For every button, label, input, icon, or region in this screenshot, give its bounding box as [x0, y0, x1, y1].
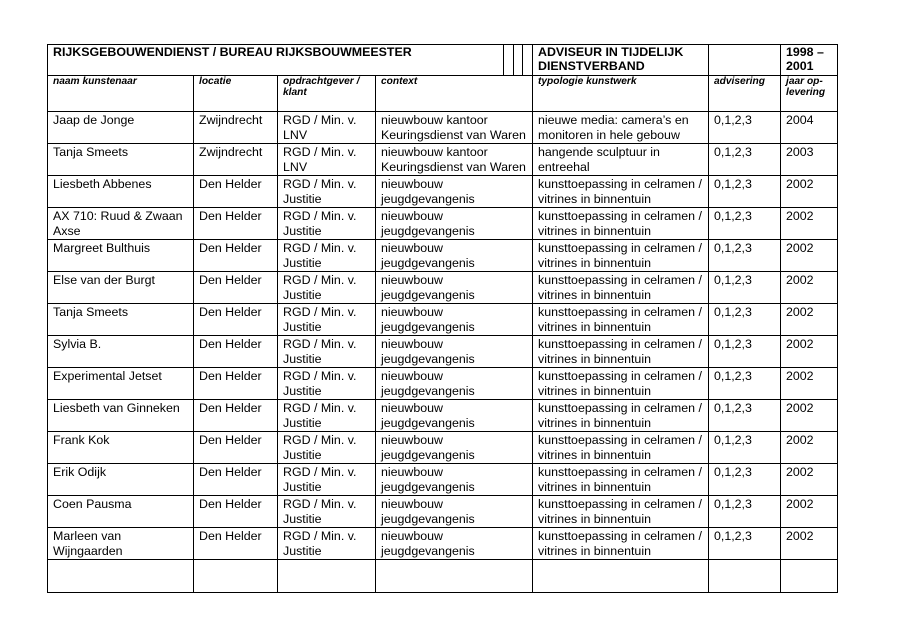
- context-cell: nieuwbouw jeugdgevangenis: [376, 528, 533, 560]
- delivery-year-cell: 2002: [781, 336, 838, 368]
- column-header: jaar op-levering: [781, 76, 838, 112]
- artwork-type-cell: kunsttoepassing in celramen / vitrines in binnentuin: [533, 528, 709, 560]
- location-cell: Den Helder: [194, 400, 278, 432]
- column-header: naam kunstenaar: [48, 76, 194, 112]
- artwork-type-cell: kunsttoepassing in celramen / vitrines in binnentuin: [533, 176, 709, 208]
- client-cell: RGD / Min. v. Justitie: [278, 496, 376, 528]
- delivery-year-cell: 2002: [781, 464, 838, 496]
- delivery-year-cell: 2004: [781, 112, 838, 144]
- advice-cell: 0,1,2,3: [709, 496, 781, 528]
- artist-name-cell: Margreet Bulthuis: [48, 240, 194, 272]
- artwork-type-cell: kunsttoepassing in celramen / vitrines in binnentuin: [533, 368, 709, 400]
- spacer-cell: [514, 45, 523, 76]
- table-row: [48, 144, 838, 176]
- location-cell: Den Helder: [194, 208, 278, 240]
- table-row: [48, 112, 838, 144]
- table-row: [48, 240, 838, 272]
- context-cell: nieuwbouw jeugdgevangenis: [376, 304, 533, 336]
- advice-cell: 0,1,2,3: [709, 368, 781, 400]
- client-cell: RGD / Min. v. Justitie: [278, 464, 376, 496]
- delivery-year-cell: 2002: [781, 400, 838, 432]
- table-row: [48, 176, 838, 208]
- table-row: [48, 336, 838, 368]
- context-cell: nieuwbouw jeugdgevangenis: [376, 336, 533, 368]
- empty-cell: [194, 560, 278, 593]
- artist-name-cell: Jaap de Jonge: [48, 112, 194, 144]
- column-header: context: [376, 76, 533, 112]
- artist-name-cell: Marleen van Wijngaarden: [48, 528, 194, 560]
- office-title: RIJKSGEBOUWENDIENST / BUREAU RIJKSBOUWMEESTER: [48, 45, 504, 76]
- advice-cell: 0,1,2,3: [709, 400, 781, 432]
- table-row: [48, 528, 838, 560]
- table-header-row: [48, 45, 838, 76]
- spacer-cell: [504, 45, 514, 76]
- context-cell: nieuwbouw jeugdgevangenis: [376, 432, 533, 464]
- artwork-type-cell: kunsttoepassing in celramen / vitrines in binnentuin: [533, 464, 709, 496]
- table-row: [48, 400, 838, 432]
- artworks-table: [47, 44, 838, 593]
- context-cell: nieuwbouw jeugdgevangenis: [376, 496, 533, 528]
- advice-cell: 0,1,2,3: [709, 240, 781, 272]
- client-cell: RGD / Min. v. Justitie: [278, 208, 376, 240]
- client-cell: RGD / Min. v. Justitie: [278, 176, 376, 208]
- location-cell: Den Helder: [194, 176, 278, 208]
- context-cell: nieuwbouw kantoor Keuringsdienst van Waren: [376, 112, 533, 144]
- period: 1998 – 2001: [781, 45, 838, 76]
- location-cell: Den Helder: [194, 464, 278, 496]
- table-row: [48, 496, 838, 528]
- delivery-year-cell: 2002: [781, 272, 838, 304]
- client-cell: RGD / Min. v. Justitie: [278, 336, 376, 368]
- context-cell: nieuwbouw jeugdgevangenis: [376, 272, 533, 304]
- context-cell: nieuwbouw jeugdgevangenis: [376, 240, 533, 272]
- location-cell: Den Helder: [194, 272, 278, 304]
- empty-row: [48, 560, 838, 593]
- blank-header-cell: [709, 45, 781, 76]
- client-cell: RGD / Min. v. LNV: [278, 144, 376, 176]
- location-cell: Den Helder: [194, 368, 278, 400]
- artist-name-cell: Else van der Burgt: [48, 272, 194, 304]
- empty-cell: [48, 560, 194, 593]
- delivery-year-cell: 2002: [781, 528, 838, 560]
- artist-name-cell: Coen Pausma: [48, 496, 194, 528]
- client-cell: RGD / Min. v. Justitie: [278, 240, 376, 272]
- empty-cell: [533, 560, 709, 593]
- delivery-year-cell: 2003: [781, 144, 838, 176]
- location-cell: Den Helder: [194, 496, 278, 528]
- delivery-year-cell: 2002: [781, 368, 838, 400]
- artwork-type-cell: nieuwe media: camera’s en monitoren in hele gebouw: [533, 112, 709, 144]
- location-cell: Den Helder: [194, 432, 278, 464]
- artwork-type-cell: kunsttoepassing in celramen / vitrines in binnentuin: [533, 304, 709, 336]
- artist-name-cell: Liesbeth Abbenes: [48, 176, 194, 208]
- delivery-year-cell: 2002: [781, 304, 838, 336]
- artist-name-cell: Experimental Jetset: [48, 368, 194, 400]
- client-cell: RGD / Min. v. LNV: [278, 112, 376, 144]
- context-cell: nieuwbouw jeugdgevangenis: [376, 176, 533, 208]
- table-row: [48, 272, 838, 304]
- empty-cell: [278, 560, 376, 593]
- context-cell: nieuwbouw jeugdgevangenis: [376, 368, 533, 400]
- advice-cell: 0,1,2,3: [709, 208, 781, 240]
- location-cell: Zwijndrecht: [194, 112, 278, 144]
- delivery-year-cell: 2002: [781, 496, 838, 528]
- table-row: [48, 368, 838, 400]
- artist-name-cell: Frank Kok: [48, 432, 194, 464]
- artwork-type-cell: kunsttoepassing in celramen / vitrines in binnentuin: [533, 208, 709, 240]
- artwork-type-cell: hangende sculptuur in entreehal: [533, 144, 709, 176]
- table-row: [48, 304, 838, 336]
- artist-name-cell: Tanja Smeets: [48, 304, 194, 336]
- context-cell: nieuwbouw jeugdgevangenis: [376, 400, 533, 432]
- advice-cell: 0,1,2,3: [709, 144, 781, 176]
- delivery-year-cell: 2002: [781, 432, 838, 464]
- client-cell: RGD / Min. v. Justitie: [278, 400, 376, 432]
- column-header: advisering: [709, 76, 781, 112]
- advice-cell: 0,1,2,3: [709, 464, 781, 496]
- location-cell: Zwijndrecht: [194, 144, 278, 176]
- advice-cell: 0,1,2,3: [709, 304, 781, 336]
- artwork-type-cell: kunsttoepassing in celramen / vitrines in binnentuin: [533, 432, 709, 464]
- artwork-type-cell: kunsttoepassing in celramen / vitrines in binnentuin: [533, 272, 709, 304]
- column-header: typologie kunstwerk: [533, 76, 709, 112]
- artwork-type-cell: kunsttoepassing in celramen / vitrines in binnentuin: [533, 496, 709, 528]
- location-cell: Den Helder: [194, 304, 278, 336]
- artist-name-cell: Tanja Smeets: [48, 144, 194, 176]
- column-header: opdrachtgever / klant: [278, 76, 376, 112]
- delivery-year-cell: 2002: [781, 176, 838, 208]
- location-cell: Den Helder: [194, 336, 278, 368]
- advice-cell: 0,1,2,3: [709, 336, 781, 368]
- client-cell: RGD / Min. v. Justitie: [278, 304, 376, 336]
- context-cell: nieuwbouw jeugdgevangenis: [376, 208, 533, 240]
- context-cell: nieuwbouw kantoor Keuringsdienst van Waren: [376, 144, 533, 176]
- location-cell: Den Helder: [194, 240, 278, 272]
- column-header-row: [48, 76, 838, 112]
- advice-cell: 0,1,2,3: [709, 432, 781, 464]
- advice-cell: 0,1,2,3: [709, 272, 781, 304]
- context-cell: nieuwbouw jeugdgevangenis: [376, 464, 533, 496]
- delivery-year-cell: 2002: [781, 240, 838, 272]
- artist-name-cell: Liesbeth van Ginneken: [48, 400, 194, 432]
- advice-cell: 0,1,2,3: [709, 112, 781, 144]
- role-title: ADVISEUR IN TIJDELIJK DIENSTVERBAND: [533, 45, 709, 76]
- table-row: [48, 208, 838, 240]
- artwork-type-cell: kunsttoepassing in celramen / vitrines in binnentuin: [533, 400, 709, 432]
- artist-name-cell: AX 710: Ruud & Zwaan Axse: [48, 208, 194, 240]
- client-cell: RGD / Min. v. Justitie: [278, 272, 376, 304]
- client-cell: RGD / Min. v. Justitie: [278, 432, 376, 464]
- spacer-cell: [523, 45, 533, 76]
- client-cell: RGD / Min. v. Justitie: [278, 528, 376, 560]
- empty-cell: [376, 560, 533, 593]
- delivery-year-cell: 2002: [781, 208, 838, 240]
- artwork-type-cell: kunsttoepassing in celramen / vitrines in binnentuin: [533, 336, 709, 368]
- location-cell: Den Helder: [194, 528, 278, 560]
- artist-name-cell: Sylvia B.: [48, 336, 194, 368]
- table-row: [48, 464, 838, 496]
- empty-cell: [781, 560, 838, 593]
- artwork-type-cell: kunsttoepassing in celramen / vitrines in binnentuin: [533, 240, 709, 272]
- column-header: locatie: [194, 76, 278, 112]
- artist-name-cell: Erik Odijk: [48, 464, 194, 496]
- empty-cell: [709, 560, 781, 593]
- table-row: [48, 432, 838, 464]
- advice-cell: 0,1,2,3: [709, 528, 781, 560]
- client-cell: RGD / Min. v. Justitie: [278, 368, 376, 400]
- advice-cell: 0,1,2,3: [709, 176, 781, 208]
